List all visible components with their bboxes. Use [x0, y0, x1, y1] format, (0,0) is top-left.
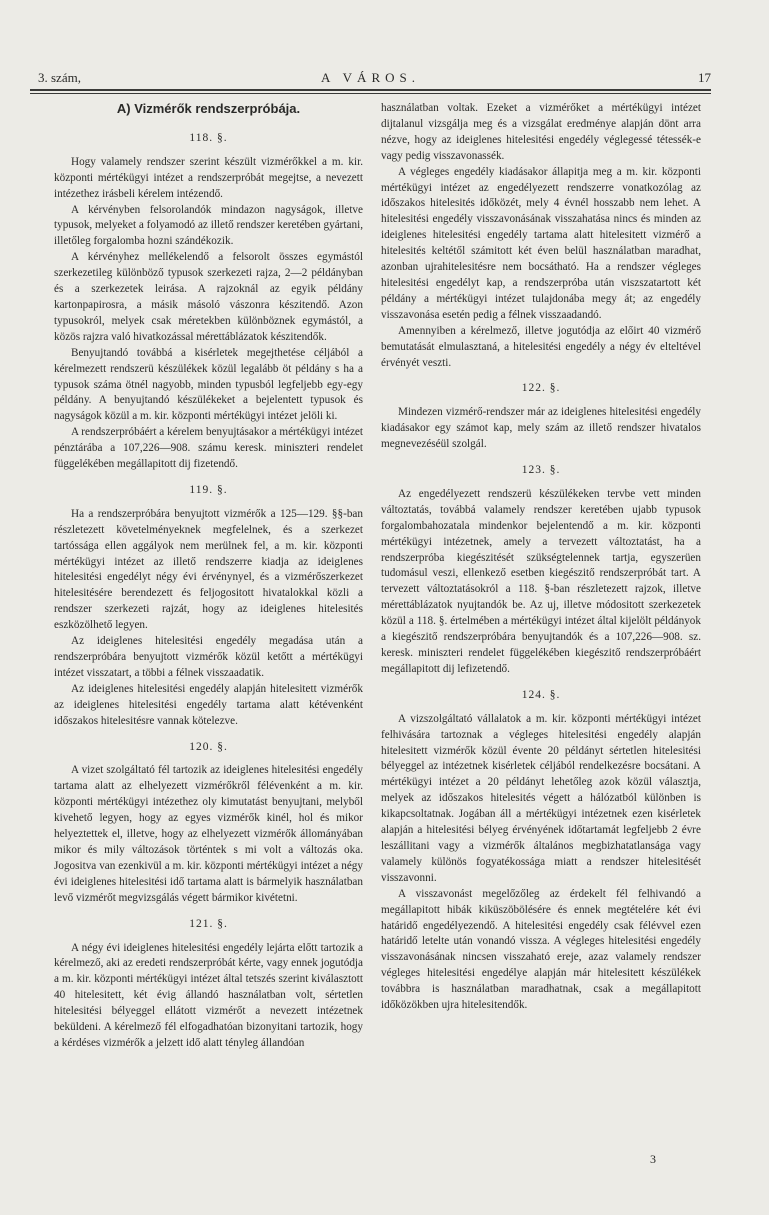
section-heading: A) Vizmérők rendszerpróbája. [116, 101, 301, 116]
paragraph: Ha a rendszerpróbára benyujtott vizmérők a 125—129. §§-ban részletezett követelményeknek megfelelnek, és a szerkezet tartóssága ellen aggályok nem merülnek fel, a m. kir. központi mértékügyi intézet az illető rendszerre kiadja az ideiglenes hitelesitési engedélyt négy évi érvénynyel, és a vizmérőszerkezet hitelesitésére berendezett és feljogositott hivatalokkal közli a rendszer szerkezeti rajzát, hogy az ideiglenes hitelesités eszközölhető legyen. [54, 507, 363, 632]
left-column [54, 101, 363, 1052]
left-column-body [54, 131, 363, 1052]
section-number: 118. §. [189, 131, 228, 144]
paragraph: A vizszolgáltató vállalatok a m. kir. központi mértékügyi intézet felhivására tartoznak a végleges hitelesitési engedély alapján hitelesitett vizmérők közül évente 20 példányt sértetlen hitelesitési bélyeggel az intézetnek kisérletek céljából rendelkezésre bocsátani. A mértékügyi intézet a 20 példányt lehetőleg azok közül választja, melyek az időszakos hitelesités végett a hálózatból különben is kikapcsoltatnak. Jogában áll a mértékügyi intézetnek ezen kisérletek alapján a hitelesitési bélyeg érvényének időtartamát legfeljebb 2 évre leszállitani vagy a vizmérők általános megbizhatatlansága vagy valamely különös fogyatékossága miatt a rendszer hitelesitését visszavonni. [381, 712, 701, 884]
paragraph: Az ideiglenes hitelesitési engedély megadása után a rendszerpróbára benyujtott vizmérők közül ketőtt a mértékügyi intézet visszatart, a többi a félnek visszaadatik. [54, 635, 363, 679]
paragraph: A végleges engedély kiadásakor állapitja meg a m. kir. központi mértékügyi intézet az engedélyezett rendszerre vonatkozólag az időszakos hitelesités időközét, mely 4 évnél hosszabb nem lehet. A hitelesitési engedély visszavonásának visszahatása nincs és minden az ideiglenes hitelesitési engedély tartama alatt hitelesitett vizmérő a hitelesités keltétől számitott két éven belül használatban maradhat, azonban ujrahitelesitésre nem bocsátható. Ha a rendszer végleges hitelesitési engedélyt kap, a rendszerpróba után viszszatartott két példány a mértékügyi intézet tulajdonába megy át; az engedély visszavonása esetén pedig a félnek visszaadandó. [381, 165, 701, 321]
sheet-mark: 3 [650, 1152, 656, 1166]
paragraph: Hogy valamely rendszer szerint készült vizmérőkkel a m. kir. központi mértékügyi intézet a rendszerpróbát megejtse, a nevezett intézethez irásbeli kérelem intézendő. [54, 155, 363, 200]
paragraph: Benyujtandó továbbá a kisérletek megejthetése céljából a kérelmezett rendszerü készülékek közül legalább öt példány s ha a typusok száma ötnél nagyobb, minden typusból legfeljebb egy-egy példány. A benyujtandó készülékeket a bejelentett typusok és nagyságok közül a m. kir. központi mértékügyi intézet jelöli ki. [54, 346, 363, 423]
running-header [30, 66, 711, 88]
section-number: 123. §. [521, 464, 561, 477]
section-number: 121. §. [189, 917, 228, 930]
journal-title: A VÁROS. [320, 70, 420, 85]
section-number: 119. §. [189, 483, 228, 496]
paragraph: A vizet szolgáltató fél tartozik az ideiglenes hitelesitési engedély tartama alatt az elhelyezett vizmérőkről félévenként a m. kir. központi mértékügyi intézethez oly kimutatást benyujtani, melyből kivehető legyen, hogy az egyes vizmérők kinél, hol és mikor helyeztettek el, illetve, hogy az elhelyezett vizmérők állományában mikor és mily változások történtek s mi volt a változás oka. Jogositva van ezenkivül a m. kir. központi mértékügyi intézet a négy évi ideiglenes hitelesitési idő tartama alatt is bármelyik használatban levő vizmérőt megvizsgálás végett bármikor kivétetni. [54, 764, 363, 904]
section-number: 122. §. [521, 382, 561, 395]
paragraph: Az engedélyezett rendszerü készülékeken tervbe vett minden változtatás, továbbá valamely rendszer keretében ujabb typusok forgalombahozatala mindenkor bejelentendő a m. kir. központi mértékügyi intézetnek, amely a tervezett változtatást, ha a rendszerpróba kiegészitését szükségtelennek tartja, egyszerüen tudomásul veszi, ellenkező esetben kiegészitő rendszerpróbát tart. A tervezett változtatásokról a 118. §-ban részletezett rajzok, illetve mérettáblázatok nyujtandók be. Az uj, illetve módositott szerkezetek közül a 118. §. értelmében a mértékügyi intézet által kijelölt példányok a kiegészitő rendszerpróbára benyujtandók és a 107,226—908. sz. keresk. miniszteri rendelet függelékében kiegészitő rendszerpróbáért megállapitott dij lefizetendő. [381, 487, 701, 675]
paragraph: Amennyiben a kérelmező, illetve jogutódja az előirt 40 vizmérő bemutatását elmulasztaná, a hitelesitési engedély a négy év elteltével érvényét veszti. [381, 324, 701, 369]
page-number: 17 [698, 70, 711, 85]
header-rule [30, 89, 711, 91]
paragraph: A kérvényhez mellékelendő a felsorolt összes egymástól szerkezetileg különböző typusok szerkezeti rajza, 2—2 példányban és a szerkezetek leirása. A rajzoknál az egyik példány kartonpapirosra, a másik másoló vászonra készitendő. Azon typusokról, melyek csak méretekben különböznek egymástól, a közös rajzra való hivatkozással mérettáblázatok készitendők. [54, 251, 363, 343]
issue-number: 3. szám, [38, 70, 81, 85]
paragraph: A rendszerpróbáért a kérelem benyujtásakor a mértékügyi intézet pénztárába a 107,226—908. számu keresk. miniszteri rendelet függelékében megállapitott dij fizetendő. [54, 426, 363, 471]
right-column [381, 101, 701, 1014]
paragraph: A kérvényben felsorolandók mindazon nagyságok, illetve typusok, melyeket a folyamodó az illető rendszer keretében gyártani, illetőleg forgalomba hozni szándékozik. [54, 203, 363, 248]
paragraph: A visszavonást megelőzőleg az érdekelt fél felhivandó a megállapitott hibák kiküszöbölésére és ennek megtételére két évi határidő engedélyezendő. A hitelesitési engedély csak félévvel ezen határidő letelte után vonandó vissza. A végleges hitelesitési engedély visszavonásának nincsen visszaható ereje, azaz valamely rendszer végleges hitelesitési engedélye alapján már hitelesitett készülékek továbbra is használatban maradhatnak, csak a megállapitott időközökben ujra hitelesitendők. [381, 887, 701, 1012]
paragraph: használatban voltak. Ezeket a vizmérőket a mértékügyi intézet dijtalanul vizsgálja meg és a vizsgálat eredménye alapján dönt arra nézve, hogy az ideiglenes hitelesitési engedély véglegessé tétessék-e vagy pedig visszavonassék. [381, 102, 701, 162]
header-rule-thin [30, 93, 711, 94]
section-number: 120. §. [189, 740, 228, 753]
paragraph: Az ideiglenes hitelesitési engedély alapján hitelesitett vizmérők az ideiglenes hitelesitési engedély tartama alatt kétévenként időszakos hitelesitésre vannak kötelezve. [54, 682, 363, 727]
paragraph: Mindezen vizmérő-rendszer már az ideiglenes hitelesitési engedély kiadásakor egy számot kap, mely szám az illető rendszer hivatalos megnevezéséül szolgál. [381, 406, 701, 451]
paragraph: A négy évi ideiglenes hitelesitési engedély lejárta előtt tartozik a kérelmező, aki az eredeti rendszerpróbát kérte, vagy ennek jogutódja a m. kir. központi mértékügyi intézet által tetszés szerint kiválasztott 40 hitelesitett, két évig állandó használatban volt, sértetlen hitelesitési bélyeggel ellátott vizmérőt a nevezett intézetnek beküldeni. A kérelmező fél elfogadhatóan bizonyitani tartozik, hogy a kérdéses vizmérők a jelzett idő alatt tényleg állandóan [54, 941, 363, 1049]
right-column-body [381, 101, 701, 1014]
section-number: 124. §. [521, 688, 561, 701]
